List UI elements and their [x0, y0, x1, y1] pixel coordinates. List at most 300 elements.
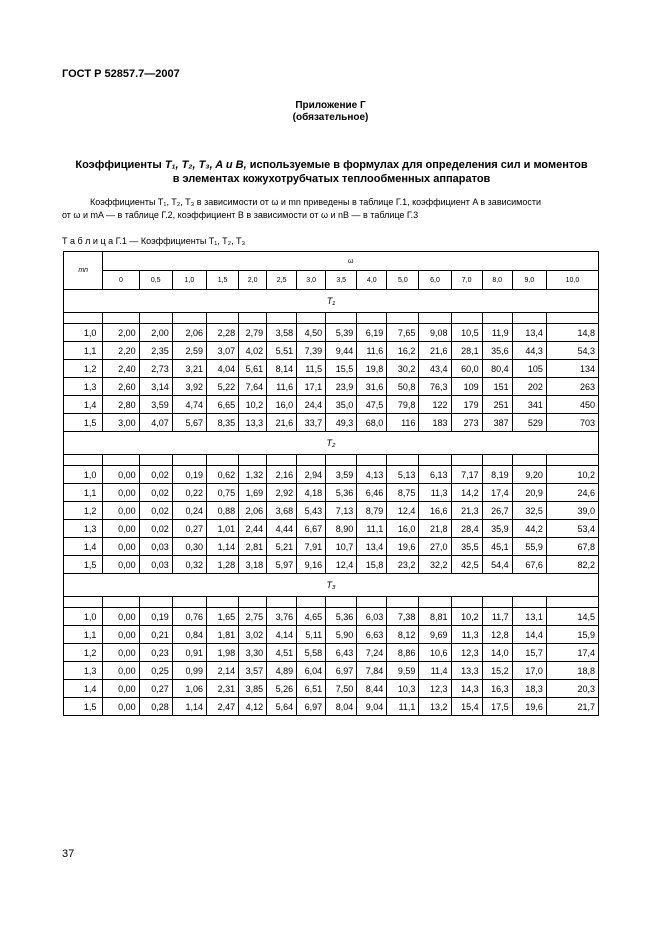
table-row [64, 556, 599, 574]
table-cell: 7,64 [239, 378, 267, 396]
table-row [64, 680, 599, 698]
table-cell: 151 [482, 378, 512, 396]
table-cell: 17,4 [546, 644, 598, 662]
column-header: 7,0 [451, 271, 482, 290]
table-cell: 20,3 [546, 680, 598, 698]
table-cell: 1,28 [207, 556, 239, 574]
table-cell: 8,44 [357, 680, 387, 698]
table-row [64, 396, 599, 414]
table-cell: 1,32 [239, 466, 267, 484]
spacer-cell [103, 455, 139, 466]
spacer-cell [451, 597, 482, 608]
table-cell: 15,2 [482, 662, 512, 680]
table-cell: 5,22 [207, 378, 239, 396]
table-cell: 2,06 [172, 324, 206, 342]
table-cell: 2,35 [139, 342, 172, 360]
coefficients-table [63, 251, 599, 716]
table-cell: 3,85 [239, 680, 267, 698]
table-cell: 9,16 [297, 556, 326, 574]
table-cell: 17,0 [512, 662, 546, 680]
table-cell: 12,4 [326, 556, 357, 574]
table-cell: 3,59 [326, 466, 357, 484]
table-cell: 4,89 [267, 662, 297, 680]
table-cell: 0,91 [172, 644, 206, 662]
table-cell: 8,35 [207, 414, 239, 432]
table-row [64, 324, 599, 342]
section-spacer [64, 597, 599, 608]
table-cell: 15,7 [512, 644, 546, 662]
table-cell: 10,5 [451, 324, 482, 342]
spacer-cell [267, 313, 297, 324]
table-cell: 13,2 [419, 698, 451, 716]
table-cell: 28,4 [451, 520, 482, 538]
spacer-cell [64, 313, 103, 324]
table-cell: 13,4 [512, 324, 546, 342]
table-cell: 10,2 [451, 608, 482, 626]
column-header: 6,0 [419, 271, 451, 290]
table-cell: 0,21 [139, 626, 172, 644]
table-cell: 2,79 [239, 324, 267, 342]
table-cell: 11,1 [387, 698, 419, 716]
table-cell: 0,84 [172, 626, 206, 644]
table-row [64, 662, 599, 680]
table-cell: 21,8 [419, 520, 451, 538]
spacer-cell [482, 455, 512, 466]
row-m-value: 1,4 [64, 680, 103, 698]
table-cell: 21,6 [419, 342, 451, 360]
table-cell: 7,39 [297, 342, 326, 360]
table-cell: 7,65 [387, 324, 419, 342]
table-row [64, 360, 599, 378]
spacer-cell [139, 455, 172, 466]
table-cell: 5,11 [297, 626, 326, 644]
appendix-title: Приложение Г [295, 100, 366, 111]
spacer-cell [357, 597, 387, 608]
table-cell: 4,07 [139, 414, 172, 432]
spacer-cell [239, 455, 267, 466]
table-cell: 39,0 [546, 502, 598, 520]
table-row [64, 538, 599, 556]
table-cell: 1,65 [207, 608, 239, 626]
table-cell: 4,13 [357, 466, 387, 484]
table-cell: 17,1 [297, 378, 326, 396]
table-cell: 4,50 [297, 324, 326, 342]
table-cell: 12,4 [387, 502, 419, 520]
table-cell: 5,26 [267, 680, 297, 698]
row-m-value: 1,3 [64, 520, 103, 538]
table-cell: 11,1 [357, 520, 387, 538]
page-number: 37 [62, 848, 75, 860]
table-cell: 15,8 [357, 556, 387, 574]
table-cell: 179 [451, 396, 482, 414]
table-cell: 9,69 [419, 626, 451, 644]
table-cell: 2,94 [297, 466, 326, 484]
column-group-omega: ω [103, 252, 599, 271]
column-header: 3,0 [297, 271, 326, 290]
table-cell: 0,22 [172, 484, 206, 502]
appendix-block [0, 100, 661, 124]
table-cell: 24,4 [297, 396, 326, 414]
column-header: 4,0 [357, 271, 387, 290]
table-cell: 0,02 [139, 520, 172, 538]
table-cell: 67,6 [512, 556, 546, 574]
table-cell: 6,03 [357, 608, 387, 626]
table-cell: 8,90 [326, 520, 357, 538]
spacer-cell [357, 313, 387, 324]
column-header: 8,0 [482, 271, 512, 290]
section-spacer [64, 455, 599, 466]
row-m-value: 1,2 [64, 644, 103, 662]
table-cell: 8,75 [387, 484, 419, 502]
row-m-value: 1,4 [64, 538, 103, 556]
table-row [64, 520, 599, 538]
table-cell: 10,3 [387, 680, 419, 698]
table-cell: 16,3 [482, 680, 512, 698]
table-row [64, 414, 599, 432]
row-m-value: 1,5 [64, 698, 103, 716]
table-cell: 21,6 [267, 414, 297, 432]
table-cell: 32,2 [419, 556, 451, 574]
table-cell: 109 [451, 378, 482, 396]
table-cell: 6,67 [297, 520, 326, 538]
table-cell: 7,38 [387, 608, 419, 626]
table-cell: 2,92 [267, 484, 297, 502]
column-header: 1,0 [172, 271, 206, 290]
table-cell: 7,50 [326, 680, 357, 698]
table-cell: 0,00 [103, 698, 139, 716]
table-cell: 11,3 [419, 484, 451, 502]
table-cell: 4,02 [239, 342, 267, 360]
spacer-cell [546, 455, 598, 466]
table-cell: 8,79 [357, 502, 387, 520]
spacer-cell [172, 597, 206, 608]
spacer-cell [387, 455, 419, 466]
table-row [64, 484, 599, 502]
spacer-cell [239, 597, 267, 608]
table-cell: 14,5 [546, 608, 598, 626]
row-m-value: 1,4 [64, 396, 103, 414]
table-cell: 1,14 [207, 538, 239, 556]
table-cell: 16,0 [387, 520, 419, 538]
column-header: 5,0 [387, 271, 419, 290]
appendix-status: (обязательное) [292, 112, 369, 123]
table-row [64, 608, 599, 626]
table-cell: 10,7 [326, 538, 357, 556]
table-cell: 0,00 [103, 520, 139, 538]
table-cell: 11,4 [419, 662, 451, 680]
table-cell: 11,7 [482, 608, 512, 626]
section-label: T₃ [64, 574, 599, 597]
table-cell: 54,4 [482, 556, 512, 574]
table-cell: 0,25 [139, 662, 172, 680]
row-m-value: 1,5 [64, 556, 103, 574]
table-cell: 0,02 [139, 502, 172, 520]
table-cell: 3,76 [267, 608, 297, 626]
section-header-row [64, 432, 599, 455]
table-row [64, 698, 599, 716]
table-cell: 43,4 [419, 360, 451, 378]
table-cell: 3,00 [103, 414, 139, 432]
table-cell: 12,8 [482, 626, 512, 644]
table-cell: 11,6 [267, 378, 297, 396]
section-header-row [64, 574, 599, 597]
table-cell: 3,07 [207, 342, 239, 360]
table-cell: 2,60 [103, 378, 139, 396]
column-header: 0,5 [139, 271, 172, 290]
spacer-cell [297, 313, 326, 324]
table-cell: 0,30 [172, 538, 206, 556]
table-cell: 16,0 [267, 396, 297, 414]
table-cell: 35,5 [451, 538, 482, 556]
spacer-cell [512, 313, 546, 324]
table-cell: 3,30 [239, 644, 267, 662]
table-cell: 6,97 [297, 698, 326, 716]
row-m-value: 1,1 [64, 484, 103, 502]
table-cell: 0,62 [207, 466, 239, 484]
table-cell: 6,43 [326, 644, 357, 662]
table-cell: 47,5 [357, 396, 387, 414]
table-cell: 55,9 [512, 538, 546, 556]
table-cell: 9,59 [387, 662, 419, 680]
table-cell: 49,3 [326, 414, 357, 432]
table-cell: 0,27 [172, 520, 206, 538]
table-cell: 16,6 [419, 502, 451, 520]
column-header: 2,5 [267, 271, 297, 290]
spacer-cell [451, 313, 482, 324]
table-cell: 5,58 [297, 644, 326, 662]
table-cell: 3,18 [239, 556, 267, 574]
table-cell: 2,73 [139, 360, 172, 378]
table-cell: 5,67 [172, 414, 206, 432]
table-cell: 76,3 [419, 378, 451, 396]
spacer-cell [172, 313, 206, 324]
table-cell: 3,02 [239, 626, 267, 644]
table-cell: 6,19 [357, 324, 387, 342]
table-cell: 5,21 [267, 538, 297, 556]
table-cell: 341 [512, 396, 546, 414]
table-cell: 4,12 [239, 698, 267, 716]
spacer-cell [482, 313, 512, 324]
spacer-cell [482, 597, 512, 608]
table-cell: 10,2 [546, 466, 598, 484]
table-cell: 54,3 [546, 342, 598, 360]
table-cell: 50,8 [387, 378, 419, 396]
table-cell: 0,03 [139, 538, 172, 556]
table-cell: 2,31 [207, 680, 239, 698]
table-cell: 19,6 [512, 698, 546, 716]
spacer-cell [357, 455, 387, 466]
table-cell: 251 [482, 396, 512, 414]
spacer-cell [419, 455, 451, 466]
table-cell: 35,9 [482, 520, 512, 538]
intro-paragraph [62, 196, 602, 222]
table-cell: 17,5 [482, 698, 512, 716]
table-cell: 273 [451, 414, 482, 432]
table-cell: 13,3 [239, 414, 267, 432]
spacer-cell [326, 455, 357, 466]
spacer-cell [387, 597, 419, 608]
table-cell: 6,63 [357, 626, 387, 644]
spacer-cell [546, 313, 598, 324]
table-cell: 6,46 [357, 484, 387, 502]
table-cell: 12,3 [419, 680, 451, 698]
table-cell: 0,19 [139, 608, 172, 626]
table-cell: 8,04 [326, 698, 357, 716]
table-cell: 0,00 [103, 556, 139, 574]
table-cell: 68,0 [357, 414, 387, 432]
table-cell: 0,02 [139, 484, 172, 502]
column-values-row [64, 271, 599, 290]
row-m-value: 1,0 [64, 466, 103, 484]
table-cell: 14,4 [512, 626, 546, 644]
spacer-cell [419, 313, 451, 324]
table-cell: 67,8 [546, 538, 598, 556]
table-cell: 11,6 [357, 342, 387, 360]
spacer-cell [512, 455, 546, 466]
table-cell: 11,5 [297, 360, 326, 378]
table-cell: 1,69 [239, 484, 267, 502]
table-cell: 12,3 [451, 644, 482, 662]
table-cell: 7,24 [357, 644, 387, 662]
column-header: 0 [103, 271, 139, 290]
table-cell: 122 [419, 396, 451, 414]
heading-vars: T₁, T₂, T₃, A и B, [164, 159, 247, 171]
table-row [64, 502, 599, 520]
paragraph-line-2: от ω и mA — в таблице Г.2, коэффициент B в зависимости от ω и nB — в таблице Г.3 [62, 210, 419, 220]
spacer-cell [172, 455, 206, 466]
table-cell: 3,21 [172, 360, 206, 378]
table-cell: 2,06 [239, 502, 267, 520]
table-cell: 11,9 [482, 324, 512, 342]
spacer-cell [546, 597, 598, 608]
table-cell: 2,28 [207, 324, 239, 342]
table-cell: 2,20 [103, 342, 139, 360]
table-cell: 0,23 [139, 644, 172, 662]
table-cell: 263 [546, 378, 598, 396]
row-m-value: 1,3 [64, 662, 103, 680]
heading-line-1 [62, 158, 601, 172]
column-header: 1,5 [207, 271, 239, 290]
spacer-cell [103, 313, 139, 324]
table-cell: 9,04 [357, 698, 387, 716]
table-row [64, 626, 599, 644]
table-cell: 53,4 [546, 520, 598, 538]
table-cell: 5,97 [267, 556, 297, 574]
table-cell: 17,4 [482, 484, 512, 502]
table-cell: 9,44 [326, 342, 357, 360]
row-m-value: 1,3 [64, 378, 103, 396]
table-cell: 44,3 [512, 342, 546, 360]
table-cell: 4,65 [297, 608, 326, 626]
table-cell: 0,00 [103, 502, 139, 520]
table-cell: 2,80 [103, 396, 139, 414]
table-cell: 5,90 [326, 626, 357, 644]
table-cell: 14,3 [451, 680, 482, 698]
row-m-value: 1,5 [64, 414, 103, 432]
table-cell: 14,8 [546, 324, 598, 342]
row-m-value: 1,0 [64, 324, 103, 342]
table-cell: 15,5 [326, 360, 357, 378]
table-cell: 3,68 [267, 502, 297, 520]
table-cell: 0,75 [207, 484, 239, 502]
table-cell: 35,0 [326, 396, 357, 414]
spacer-cell [419, 597, 451, 608]
table-cell: 387 [482, 414, 512, 432]
table-cell: 4,74 [172, 396, 206, 414]
table-cell: 4,18 [297, 484, 326, 502]
table-cell: 19,6 [387, 538, 419, 556]
table-cell: 4,04 [207, 360, 239, 378]
table-row [64, 342, 599, 360]
table-cell: 1,14 [172, 698, 206, 716]
table-cell: 23,2 [387, 556, 419, 574]
spacer-cell [297, 455, 326, 466]
table-cell: 0,32 [172, 556, 206, 574]
table-cell: 5,64 [267, 698, 297, 716]
table-cell: 0,00 [103, 644, 139, 662]
row-m-value: 1,1 [64, 626, 103, 644]
table-cell: 134 [546, 360, 598, 378]
table-cell: 2,00 [103, 324, 139, 342]
table-cell: 5,51 [267, 342, 297, 360]
table-cell: 8,14 [267, 360, 297, 378]
spacer-cell [239, 313, 267, 324]
column-header: 10,0 [546, 271, 598, 290]
spacer-cell [297, 597, 326, 608]
table-header-row [64, 252, 599, 271]
table-cell: 10,6 [419, 644, 451, 662]
table-cell: 18,3 [512, 680, 546, 698]
table-cell: 8,12 [387, 626, 419, 644]
table-cell: 27,0 [419, 538, 451, 556]
table-row [64, 378, 599, 396]
table-cell: 32,5 [512, 502, 546, 520]
spacer-cell [387, 313, 419, 324]
spacer-cell [64, 455, 103, 466]
table-cell: 3,92 [172, 378, 206, 396]
table-cell: 16,2 [387, 342, 419, 360]
table-cell: 0,00 [103, 662, 139, 680]
table-cell: 30,2 [387, 360, 419, 378]
spacer-cell [267, 455, 297, 466]
table-cell: 8,81 [419, 608, 451, 626]
table-cell: 105 [512, 360, 546, 378]
standard-code: ГОСТ Р 52857.7—2007 [62, 68, 180, 80]
table-cell: 2,59 [172, 342, 206, 360]
row-header-mn: mn [64, 252, 103, 290]
spacer-cell [139, 313, 172, 324]
table-cell: 18,8 [546, 662, 598, 680]
table-cell: 0,00 [103, 608, 139, 626]
table-cell: 14,2 [451, 484, 482, 502]
table-cell: 10,2 [239, 396, 267, 414]
table-cell: 5,39 [326, 324, 357, 342]
table-cell: 19,8 [357, 360, 387, 378]
table-cell: 116 [387, 414, 419, 432]
table-cell: 21,7 [546, 698, 598, 716]
table-cell: 15,9 [546, 626, 598, 644]
table-cell: 2,75 [239, 608, 267, 626]
table-cell: 529 [512, 414, 546, 432]
spacer-cell [326, 597, 357, 608]
table-caption: Т а б л и ц а Г.1 — Коэффициенты T₁, T₂, T₃ [62, 236, 246, 246]
table-cell: 6,65 [207, 396, 239, 414]
table-cell: 0,27 [139, 680, 172, 698]
spacer-cell [267, 597, 297, 608]
table-cell: 5,43 [297, 502, 326, 520]
table-cell: 1,81 [207, 626, 239, 644]
table-cell: 0,03 [139, 556, 172, 574]
